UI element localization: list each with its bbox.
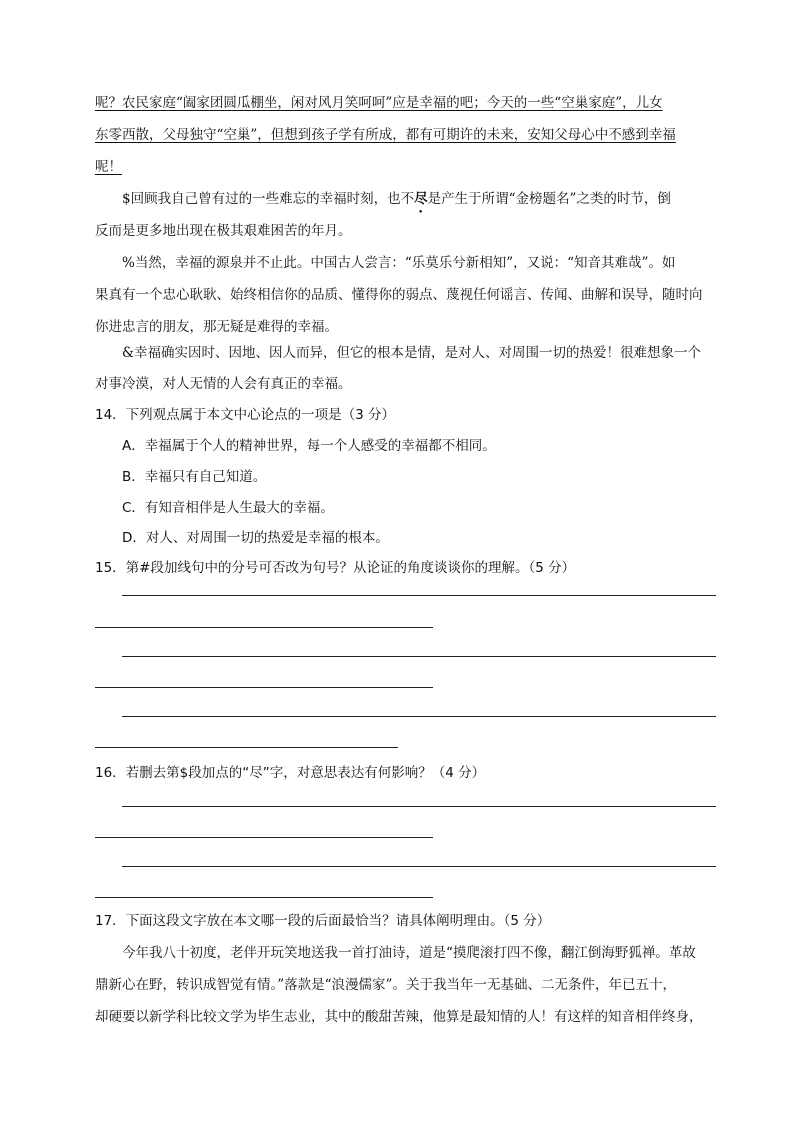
answer-line[interactable] (122, 806, 716, 807)
option-a: A．幸福属于个人的精神世界，每一个人感受的幸福都不相同。 (122, 438, 496, 454)
answer-line[interactable] (95, 627, 433, 628)
passage-line: 反而是更多地出现在极其艰难困苦的年月。 (95, 223, 352, 239)
passage-line: 东零西散，父母独守“空巢”，但想到孩子学有所成，都有可期许的未来，安知父母心中不感到幸福 (95, 127, 676, 143)
passage-line: 对事冷漠，对人无情的人会有真正的幸福。 (95, 376, 352, 392)
answer-line[interactable] (122, 656, 716, 657)
excerpt-line: 却硬要以新学科比较文学为毕生志业，其中的酸甜苦辣，他算是最知情的人！有这样的知音相伴终身， (95, 1009, 703, 1025)
passage-text: $回顾我自己曾有过的一些难忘的幸福时刻，也不 (122, 191, 415, 207)
answer-line[interactable] (122, 866, 716, 867)
answer-line[interactable] (95, 837, 433, 838)
excerpt-line: 鼎新心在野，转识成智觉有情。”落款是“浪漫儒家”。关于我当年一无基础、二无条件，年已五十， (95, 977, 676, 993)
passage-line: %当然，幸福的源泉并不止此。中国古人尝言：“乐莫乐兮新相知”，又说：“知音其难哉”。如 (122, 255, 676, 271)
passage-paragraph-5 (122, 189, 671, 216)
answer-line[interactable] (122, 716, 716, 717)
answer-line[interactable] (95, 747, 398, 748)
excerpt-line: 今年我八十初度，老伴开玩笑地送我一首打油诗，道是“摸爬滚打四不像，翻江倒海野狐禅。革故 (122, 945, 696, 961)
option-c: C．有知音相伴是人生最大的幸福。 (122, 500, 334, 516)
answer-line[interactable] (122, 595, 716, 596)
option-d: D．对人、对周围一切的热爱是幸福的根本。 (122, 530, 389, 546)
answer-line[interactable] (95, 687, 433, 688)
passage-line: 你进忠言的朋友，那无疑是难得的幸福。 (95, 319, 338, 335)
question-17: 17．下面这段文字放在本文哪一段的后面最恰当？请具体阐明理由。（5 分） (95, 913, 551, 929)
passage-line: 呢？农民家庭“阖家团圆瓜棚坐，闲对风月笑呵呵”应是幸福的吧；今天的一些“空巢家庭”，儿女 (95, 95, 663, 111)
question-15: 15．第#段加线句中的分号可否改为句号？从论证的角度谈谈你的理解。（5 分） (95, 560, 576, 576)
option-b: B．幸福只有自己知道。 (122, 469, 267, 485)
emphasized-char: 尽 (414, 191, 428, 207)
question-14: 14．下列观点属于本文中心论点的一项是（3 分） (95, 407, 396, 423)
answer-line[interactable] (95, 897, 433, 898)
question-16: 16．若删去第$段加点的“尽”字，对意思表达有何影响？（4 分） (95, 765, 486, 781)
passage-line: 呢！ (95, 159, 122, 175)
passage-line: 果真有一个忠心耿耿、始终相信你的品质、懂得你的弱点、蔑视任何谣言、传闻、曲解和误导，随时向 (95, 287, 703, 303)
passage-text: 是产生于所谓“金榜题名”之类的时节，倒 (427, 191, 671, 207)
passage-line: &幸福确实因时、因地、因人而异，但它的根本是情，是对人、对周围一切的热爱！很难想象一个 (122, 345, 702, 361)
